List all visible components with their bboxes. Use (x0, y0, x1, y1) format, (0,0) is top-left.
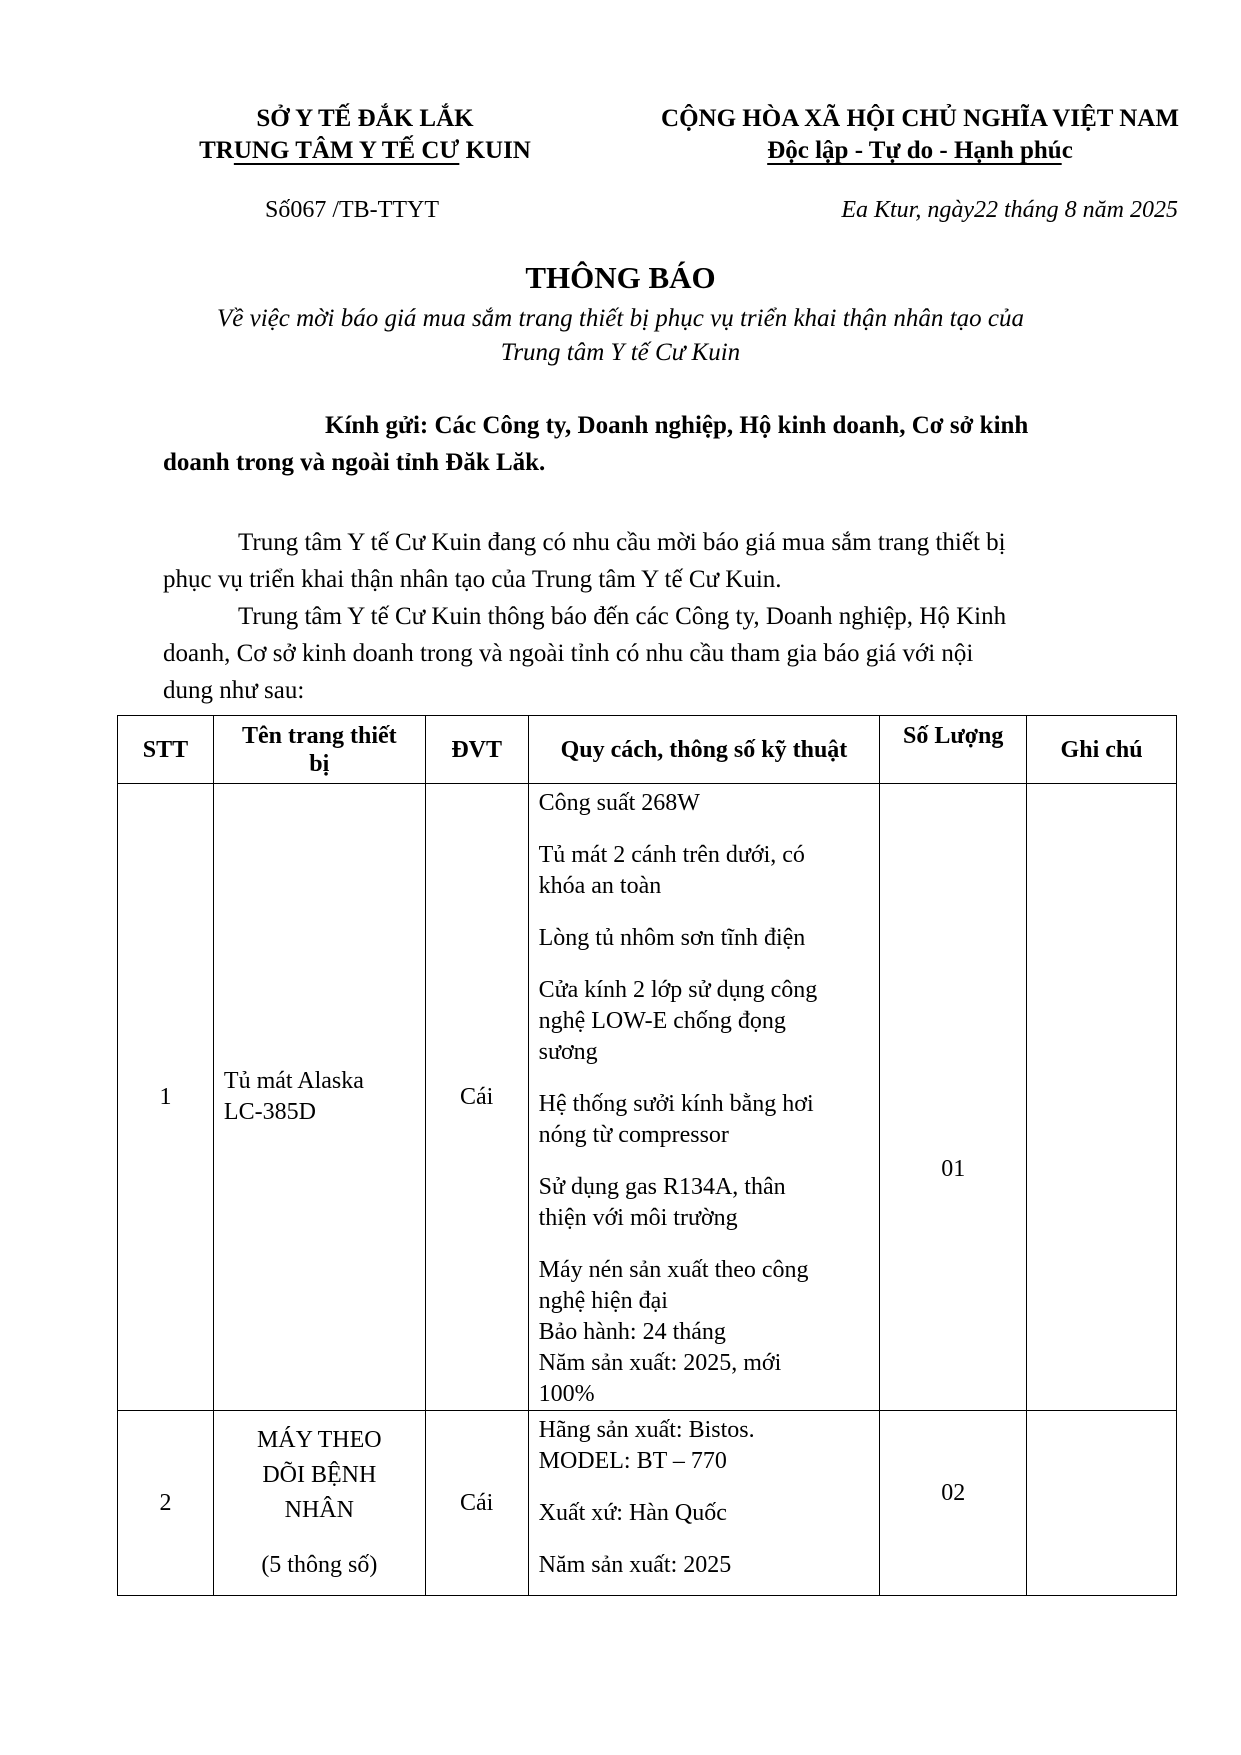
row2-note (1027, 1411, 1177, 1596)
document-number: Số067 /TB-TTYT (265, 197, 439, 223)
recipient-line-1: Kính gửi: Các Công ty, Doanh nghiệp, Hộ kinh doanh, Cơ sở kinh (325, 412, 1029, 439)
row1-spec-5: Hệ thống sưởi kính bằng hơi nóng từ compressor (538, 1091, 814, 1148)
paragraph-2-line-2: doanh, Cơ sở kinh doanh trong và ngoài tỉnh có nhu cầu tham gia báo giá với nội (163, 640, 974, 667)
row1-name-l1: Tủ mát Alaska (223, 1068, 364, 1094)
row1-spec-6: Sử dụng gas R134A, thân thiện với môi trường (538, 1174, 786, 1231)
national-motto-a: Độc lập - Tự do - Hạnh phú (767, 137, 1062, 164)
row2-name-l2: DÕI BỆNH (262, 1462, 377, 1488)
row2-spec-1: Hãng sản xuất: Bistos. MODEL: BT – 770 (538, 1417, 755, 1474)
row1-note (1027, 784, 1177, 1411)
national-motto-b: c (1061, 137, 1073, 164)
table-row (118, 784, 1177, 1411)
row1-name (213, 784, 425, 1411)
header-name-l1: Tên trang thiết (241, 722, 397, 749)
national-motto (630, 135, 1210, 167)
header-qty: Số Lượng (880, 716, 1027, 784)
row2-stt: 2 (118, 1411, 214, 1596)
paragraph-2-line-1: Trung tâm Y tế Cư Kuin thông báo đến các Công ty, Doanh nghiệp, Hộ Kinh (238, 603, 1007, 630)
row1-spec-3: Lòng tủ nhôm sơn tĩnh điện (538, 925, 806, 951)
paragraph-1-line-1: Trung tâm Y tế Cư Kuin đang có nhu cầu mời báo giá mua sắm trang thiết bị (238, 529, 1006, 556)
national-motto-block (630, 103, 1210, 167)
table-row (118, 1411, 1177, 1596)
row2-name-l3: NHÂN (284, 1497, 354, 1523)
issuer-name-b: UNG TÂM Y TẾ CƯ (233, 137, 460, 164)
row1-spec-2: Tủ mát 2 cánh trên dưới, có khóa an toàn (538, 842, 805, 899)
row2-spec-2: Xuất xứ: Hàn Quốc (538, 1500, 727, 1526)
recipient-line-2: doanh trong và ngoài tỉnh Đăk Lăk. (163, 449, 546, 476)
row2-unit: Cái (425, 1411, 528, 1596)
paragraph-2-line-3: dung như sau: (163, 677, 305, 704)
subtitle-line-1: Về việc mời báo giá mua sắm trang thiết bị phục vụ triển khai thận nhân tạo của (217, 305, 1024, 332)
header-stt: STT (118, 716, 214, 784)
row1-spec-1: Công suất 268W (538, 790, 700, 816)
document-title: THÔNG BÁO (525, 260, 716, 295)
row1-name-l2: LC-385D (223, 1099, 316, 1125)
row2-qty: 02 (880, 1411, 1027, 1596)
header-name (213, 716, 425, 784)
row2-spec (528, 1411, 880, 1596)
header-note: Ghi chú (1027, 716, 1177, 784)
issuer-block (120, 103, 610, 167)
row2-spec-3: Năm sản xuất: 2025 (538, 1552, 732, 1578)
header-name-l2: bị (309, 750, 330, 777)
row1-spec (528, 784, 880, 1411)
row1-spec-4: Cửa kính 2 lớp sử dụng công nghệ LOW-E chống đọng sương (538, 977, 818, 1065)
equipment-table (117, 715, 1177, 1596)
row2-name (213, 1411, 425, 1596)
issuer-name-c: KUIN (459, 137, 531, 164)
row1-stt: 1 (118, 784, 214, 1411)
table-header-row (118, 716, 1177, 784)
header-spec: Quy cách, thông số kỹ thuật (528, 716, 880, 784)
row2-name-l4: (5 thông số) (261, 1552, 378, 1578)
issuer-name (120, 135, 610, 167)
document-date: Ea Ktur, ngày22 tháng 8 năm 2025 (841, 197, 1178, 223)
header-unit: ĐVT (425, 716, 528, 784)
row1-unit: Cái (425, 784, 528, 1411)
row2-name-l1: MÁY THEO (256, 1427, 382, 1453)
national-name: CỘNG HÒA XÃ HỘI CHỦ NGHĨA VIỆT NAM (661, 105, 1179, 132)
issuer-parent: SỞ Y TẾ ĐẮK LẮK (256, 105, 474, 132)
issuer-name-a: TR (199, 137, 234, 164)
subtitle-line-2: Trung tâm Y tế Cư Kuin (500, 339, 741, 366)
paragraph-1-line-2: phục vụ triển khai thận nhân tạo của Trung tâm Y tế Cư Kuin. (163, 566, 782, 593)
row1-spec-7: Máy nén sản xuất theo công nghệ hiện đại Bảo hành: 24 tháng Năm sản xuất: 2025, mới 100% (538, 1257, 809, 1407)
row1-qty: 01 (880, 784, 1027, 1411)
